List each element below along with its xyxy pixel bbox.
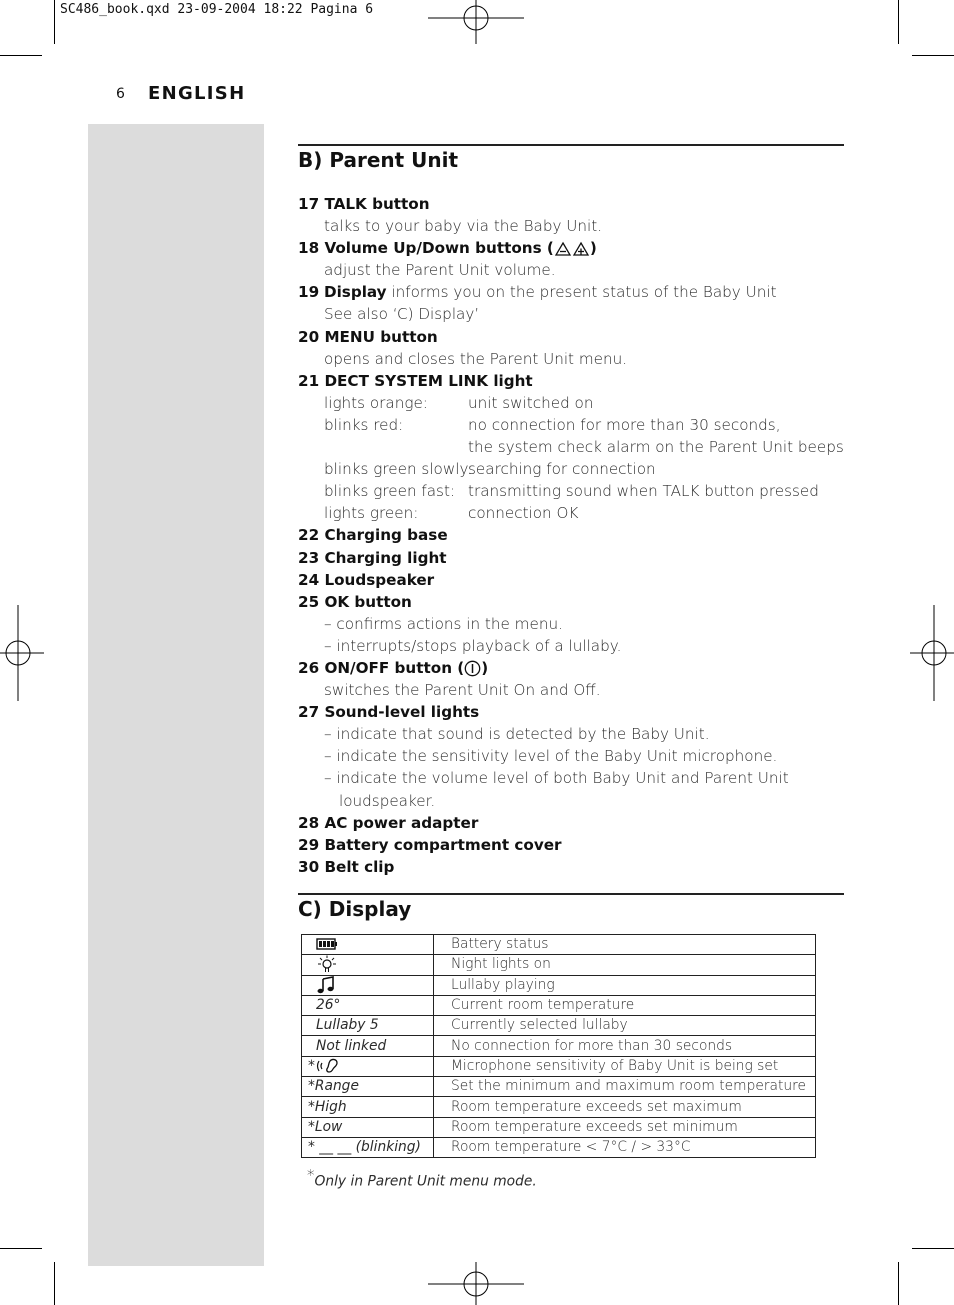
crop-mark <box>898 0 899 44</box>
symbol-cell <box>302 955 434 975</box>
registration-mark-top <box>428 0 524 44</box>
item-23: 23 Charging light <box>298 548 447 567</box>
slug-line: SC486_book.qxd 23-09-2004 18:22 Pagina 6 <box>60 2 374 17</box>
link-state-row: lights orange: unit switched on <box>324 393 594 412</box>
night-light-icon <box>316 955 338 973</box>
crop-mark <box>0 55 42 56</box>
item-17: 17 TALK button <box>298 195 430 213</box>
crop-mark <box>912 1248 954 1249</box>
item-20: 20 MENU button <box>298 327 438 346</box>
item-25-bullet: – confirms actions in the menu. <box>324 614 563 633</box>
item-30: 30 Belt clip <box>298 857 395 876</box>
table-row <box>302 1137 816 1157</box>
table-row <box>302 935 816 955</box>
item-26-desc: switches the Parent Unit On and Off. <box>324 681 601 700</box>
table-row <box>302 1077 816 1097</box>
symbol-cell: *Range <box>302 1077 434 1097</box>
item-25-bullet: – interrupts/stops playback of a lullaby. <box>324 636 622 655</box>
item-29: 29 Battery compartment cover <box>298 835 562 854</box>
link-state-row: the system check alarm on the Parent Unit beeps <box>468 438 844 457</box>
item-19: 19 Display informs you on the present status of the Baby Unit <box>298 283 777 302</box>
item-27-bullet-cont: loudspeaker. <box>339 791 436 810</box>
item-17-desc: talks to your baby via the Baby Unit. <box>324 217 603 236</box>
meaning-cell: No connection for more than 30 seconds <box>434 1036 816 1056</box>
volume-up-icon <box>572 241 590 257</box>
page-number: 6 <box>116 86 125 102</box>
meaning-cell: Microphone sensitivity of Baby Unit is being set <box>434 1056 816 1076</box>
symbol-cell: * <box>302 1056 434 1076</box>
section-title-display: C) Display <box>298 897 412 921</box>
symbol-cell: * __ __ (blinking) <box>302 1137 434 1157</box>
item-22: 22 Charging base <box>298 526 448 545</box>
side-margin-panel <box>88 124 264 1266</box>
symbol-cell: Not linked <box>302 1036 434 1056</box>
battery-icon <box>316 937 338 951</box>
music-note-icon <box>316 976 336 994</box>
item-27-bullet: – indicate the sensitivity level of the Baby Unit microphone. <box>324 747 778 766</box>
crop-mark <box>898 1262 899 1305</box>
registration-mark-bottom <box>428 1262 524 1305</box>
display-symbols-table <box>301 934 816 1158</box>
item-24: 24 Loudspeaker <box>298 570 435 589</box>
item-26: 26 ON/OFF button ( ) <box>298 658 489 677</box>
meaning-cell: Room temperature < 7°C / > 33°C <box>434 1137 816 1157</box>
link-state-row: blinks red: no connection for more than 30 seconds, <box>324 415 781 434</box>
link-state-row: blinks green fast: transmitting sound when TALK button pressed <box>324 482 819 501</box>
link-state-row: lights green: connection OK <box>324 504 579 523</box>
crop-mark <box>54 1262 55 1305</box>
meaning-cell: Room temperature exceeds set minimum <box>434 1117 816 1137</box>
language-heading: ENGLISH <box>148 83 246 104</box>
item-19-desc: See also ‘C) Display’ <box>324 305 480 324</box>
item-25: 25 OK button <box>298 592 412 611</box>
meaning-cell: Room temperature exceeds set maximum <box>434 1097 816 1117</box>
section-title-parent-unit: B) Parent Unit <box>298 148 459 172</box>
parent-unit-list <box>298 193 844 878</box>
meaning-cell: Currently selected lullaby <box>434 1016 816 1036</box>
meaning-cell: Lullaby playing <box>434 975 816 995</box>
table-row <box>302 955 816 975</box>
meaning-cell: Current room temperature <box>434 995 816 1015</box>
section-rule <box>298 144 844 146</box>
item-28: 28 AC power adapter <box>298 813 479 832</box>
crop-mark <box>912 55 954 56</box>
table-row <box>302 1036 816 1056</box>
symbol-cell <box>302 935 434 955</box>
footnote: *Only in Parent Unit menu mode. <box>307 1166 537 1190</box>
item-27: 27 Sound-level lights <box>298 703 480 722</box>
table-row <box>302 995 816 1015</box>
crop-mark <box>0 1248 42 1249</box>
meaning-cell: Set the minimum and maximum room temperature <box>434 1077 816 1097</box>
registration-mark-left <box>0 605 44 701</box>
volume-down-icon <box>554 241 572 257</box>
microphone-sensitivity-icon <box>315 1058 341 1074</box>
symbol-cell: *High <box>302 1097 434 1117</box>
table-row <box>302 1097 816 1117</box>
item-18: 18 Volume Up/Down buttons ( ) <box>298 239 597 258</box>
meaning-cell: Battery status <box>434 935 816 955</box>
table-row <box>302 975 816 995</box>
table-row <box>302 1016 816 1036</box>
registration-mark-right <box>910 605 954 701</box>
symbol-cell: Lullaby 5 <box>302 1016 434 1036</box>
meaning-cell: Night lights on <box>434 955 816 975</box>
item-18-desc: adjust the Parent Unit volume. <box>324 261 556 280</box>
item-27-bullet: – indicate that sound is detected by the Baby Unit. <box>324 725 710 744</box>
power-icon <box>464 660 481 677</box>
item-20-desc: opens and closes the Parent Unit menu. <box>324 349 628 368</box>
symbol-cell: 26° <box>302 995 434 1015</box>
symbol-cell <box>302 975 434 995</box>
table-row <box>302 1056 816 1076</box>
section-rule <box>298 893 844 895</box>
link-state-row: blinks green slowly: searching for connection <box>324 460 656 479</box>
crop-mark <box>54 0 55 44</box>
symbol-cell: *Low <box>302 1117 434 1137</box>
item-27-bullet: – indicate the volume level of both Baby Unit and Parent Unit <box>324 769 789 788</box>
item-21: 21 DECT SYSTEM LINK light <box>298 371 533 390</box>
table-row <box>302 1117 816 1137</box>
